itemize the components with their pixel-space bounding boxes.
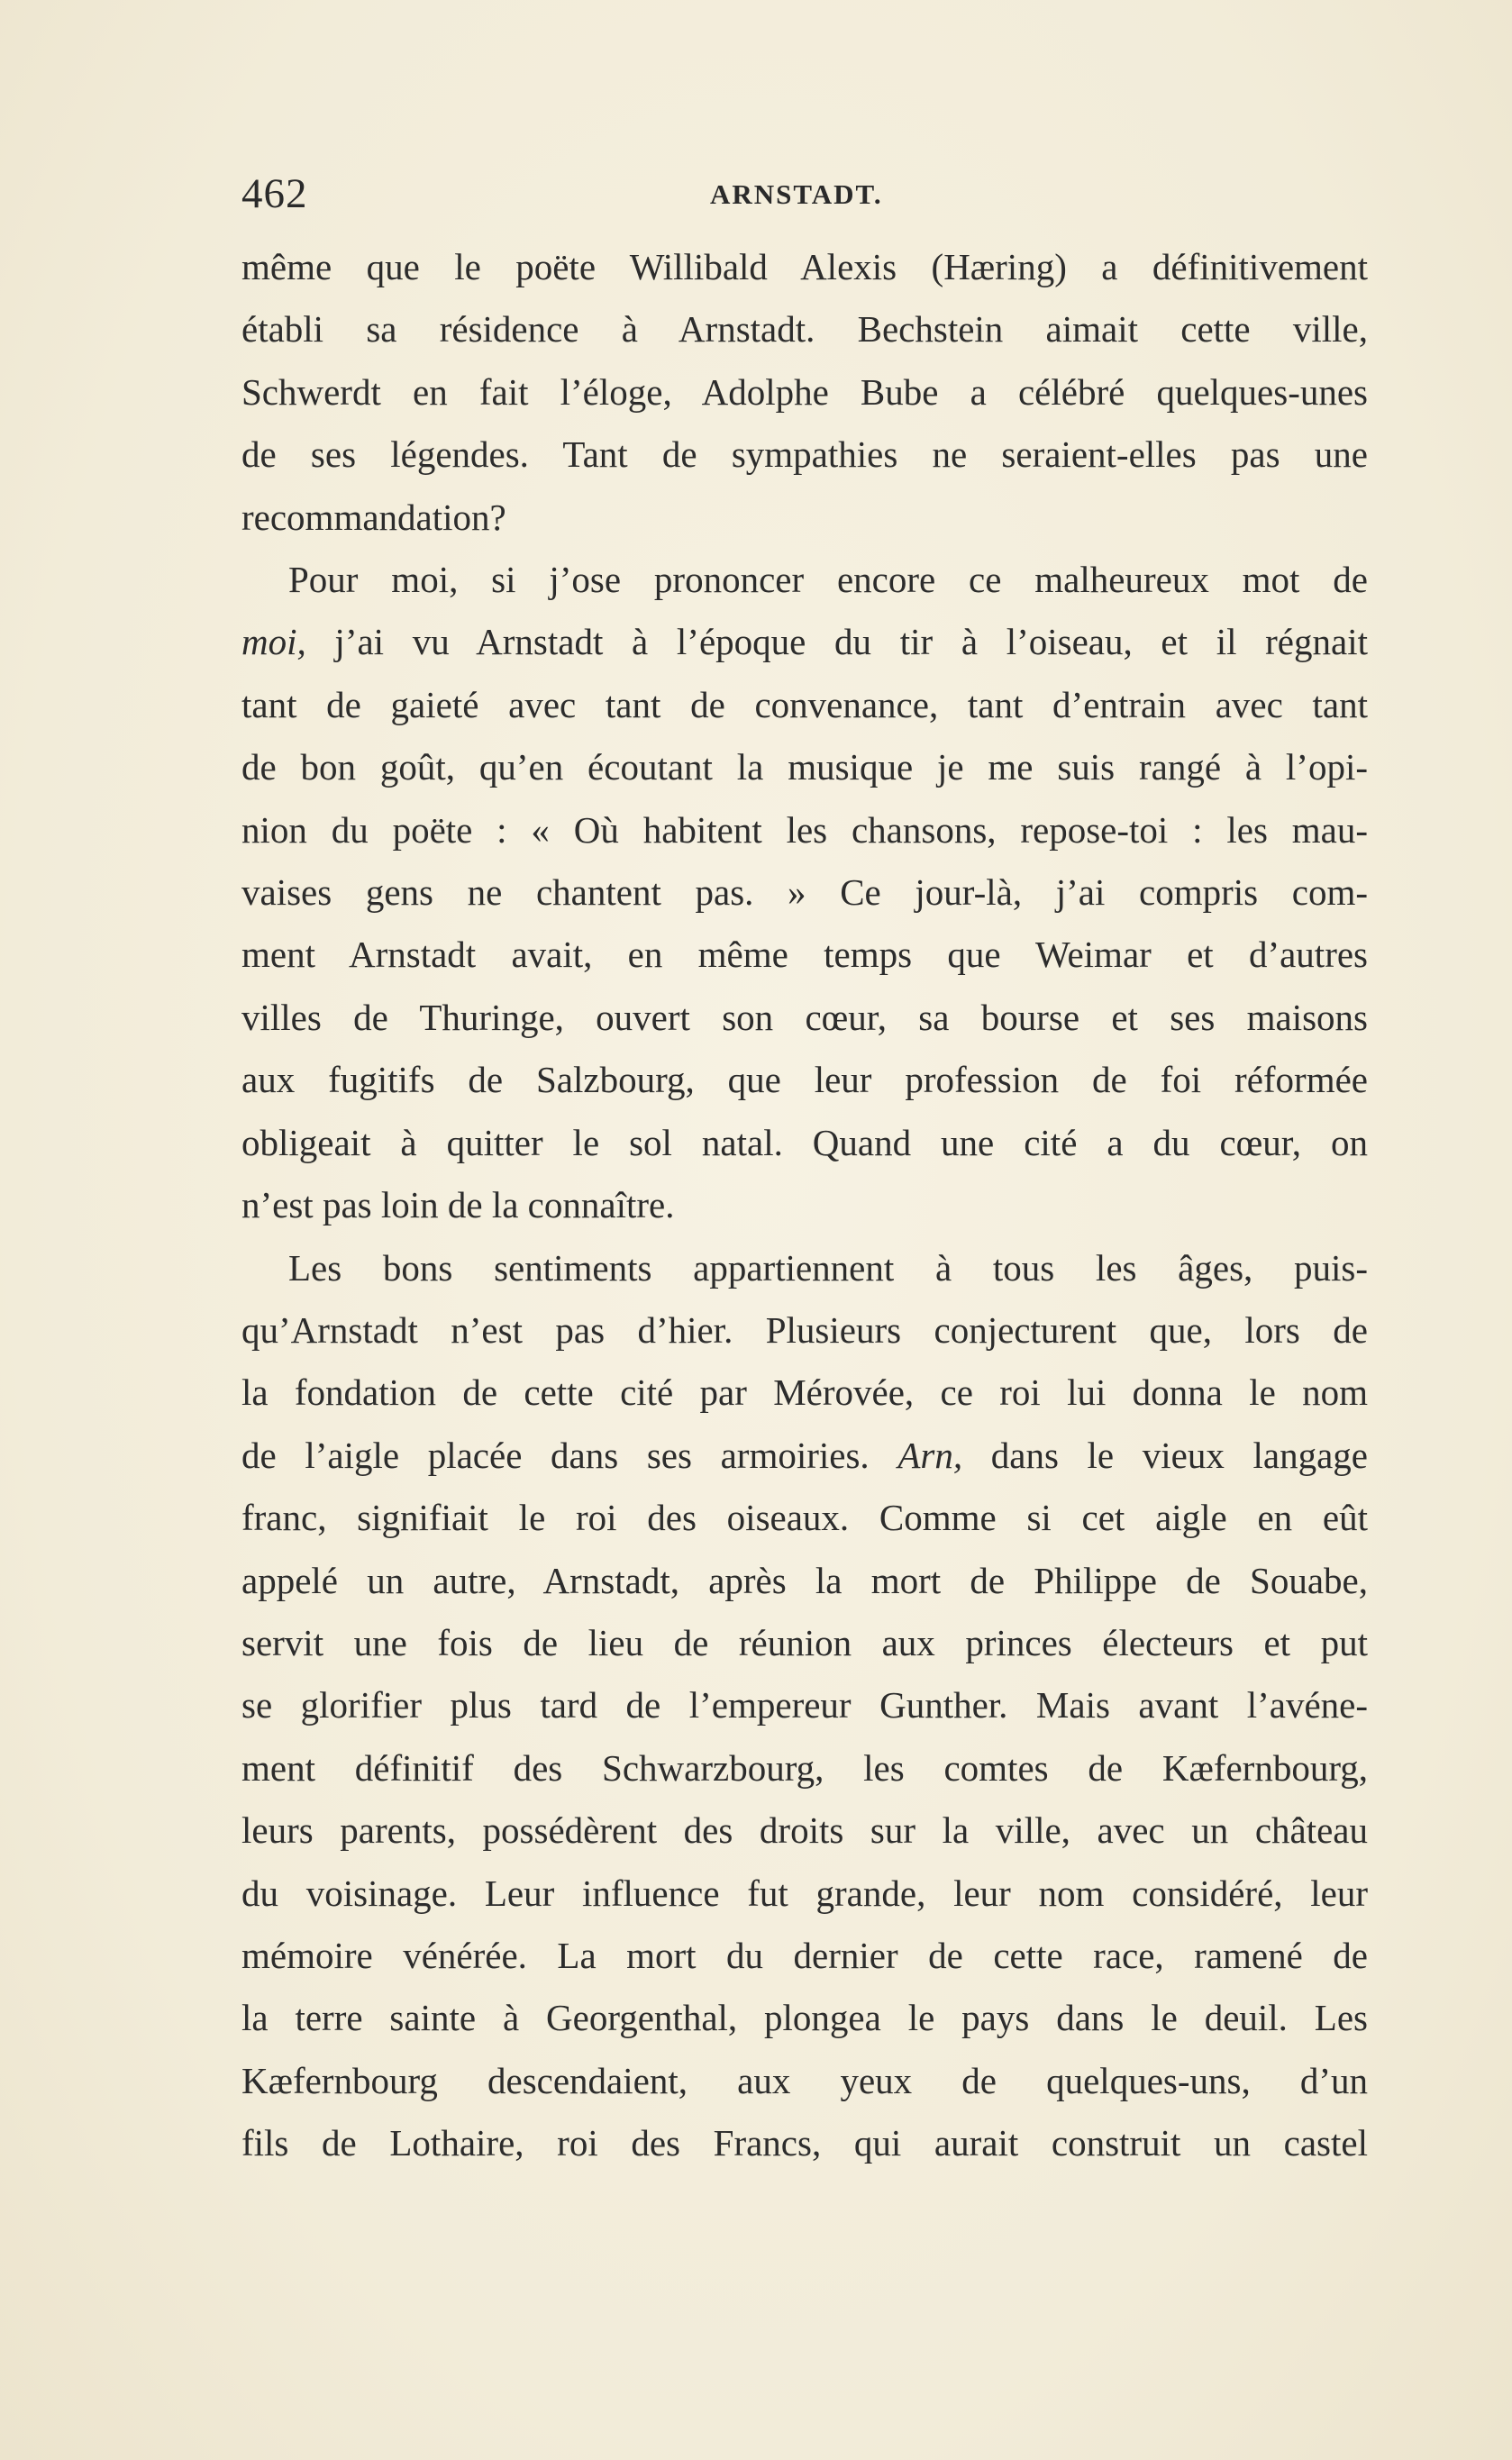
text-line: la fondation de cette cité par Mérovée, ce roi lui donna le nom xyxy=(241,1371,1368,1414)
text-line: n’est pas loin de la connaître. xyxy=(241,1184,675,1226)
text-line: Pour moi, si j’ose prononcer encore ce malheureux mot de xyxy=(288,559,1368,601)
text-line: tant de gaieté avec tant de convenance, tant d’entrain avec tant xyxy=(241,683,1368,725)
paragraph-2 xyxy=(241,549,1368,1236)
text-line: de ses légendes. Tant de sympathies ne seraient-elles pas une xyxy=(241,433,1368,476)
text-line: franc, signifiait le roi des oiseaux. Comme si cet aigle en eût xyxy=(241,1497,1368,1539)
text-line: leurs parents, possédèrent des droits sur la ville, avec un château xyxy=(241,1809,1368,1852)
text-line: Kæfernbourg descendaient, aux yeux de quelques-uns, d’un xyxy=(241,2059,1368,2101)
text-line: aux fugitifs de Salzbourg, que leur profession de foi réformée xyxy=(241,1059,1368,1101)
text-line: vaises gens ne chantent pas. » Ce jour-là, j’ai compris com- xyxy=(241,871,1368,914)
text-line: nion du poëte : « Où habitent les chansons, repose-toi : les mau- xyxy=(241,808,1368,851)
text-line-start: de l’aigle placée dans ses armoiries. xyxy=(241,1434,870,1476)
text-line: Les bons sentiments appartiennent à tous les âges, puis- xyxy=(288,1246,1368,1289)
text-line: de bon goût, qu’en écoutant la musique je me suis rangé à l’opi- xyxy=(241,746,1368,788)
text-line: obligeait à quitter le sol natal. Quand une cité a du cœur, on xyxy=(241,1121,1368,1163)
text-line: établi sa résidence à Arnstadt. Bechstein aimait cette ville, xyxy=(241,308,1368,351)
italic-word: Arn, xyxy=(897,1434,963,1476)
text-line-with-italic xyxy=(241,611,1368,673)
text-line: recommandation? xyxy=(241,496,506,538)
paragraph-3 xyxy=(241,1237,1368,2175)
text-line: la terre sainte à Georgenthal, plongea le pays dans le deuil. Les xyxy=(241,1997,1368,2039)
italic-word: moi, xyxy=(241,621,306,663)
text-line: même que le poëte Willibald Alexis (Hæring) a définitivement xyxy=(241,246,1368,287)
text-line: fils de Lothaire, roi des Francs, qui aurait construit un castel xyxy=(241,2122,1368,2164)
text-line: se glorifier plus tard de l’empereur Gunther. Mais avant l’avéne- xyxy=(241,1684,1368,1727)
text-line-rest: dans le vieux langage xyxy=(962,1434,1368,1476)
text-line: Schwerdt en fait l’éloge, Adolphe Bube a célébré quelques-unes xyxy=(241,370,1368,413)
text-line: ment Arnstadt avait, en même temps que Weimar et d’autres xyxy=(241,934,1368,976)
text-line: qu’Arnstadt n’est pas d’hier. Plusieurs conjecturent que, lors de xyxy=(241,1308,1368,1351)
text-line: villes de Thuringe, ouvert son cœur, sa bourse et ses maisons xyxy=(241,996,1368,1038)
text-line: servit une fois de lieu de réunion aux princes électeurs et put xyxy=(241,1621,1368,1663)
paragraph-1 xyxy=(241,236,1368,549)
text-line: du voisinage. Leur influence fut grande, leur nom considéré, leur xyxy=(241,1872,1368,1914)
body-text xyxy=(241,236,1368,2175)
running-head xyxy=(241,169,1368,223)
text-line: appelé un autre, Arnstadt, après la mort de Philippe de Souabe, xyxy=(241,1559,1368,1601)
text-line: ment définitif des Schwarzbourg, les comtes de Kæfernbourg, xyxy=(241,1746,1368,1789)
running-title: ARNSTADT. xyxy=(710,178,883,210)
text-line-with-italic xyxy=(241,1425,1368,1487)
text-line: mémoire vénérée. La mort du dernier de cette race, ramené de xyxy=(241,1934,1368,1976)
page-number: 462 xyxy=(241,170,308,217)
text-line-rest: j’ai vu Arnstadt à l’époque du tir à l’oiseau, et il régnait xyxy=(305,621,1368,663)
